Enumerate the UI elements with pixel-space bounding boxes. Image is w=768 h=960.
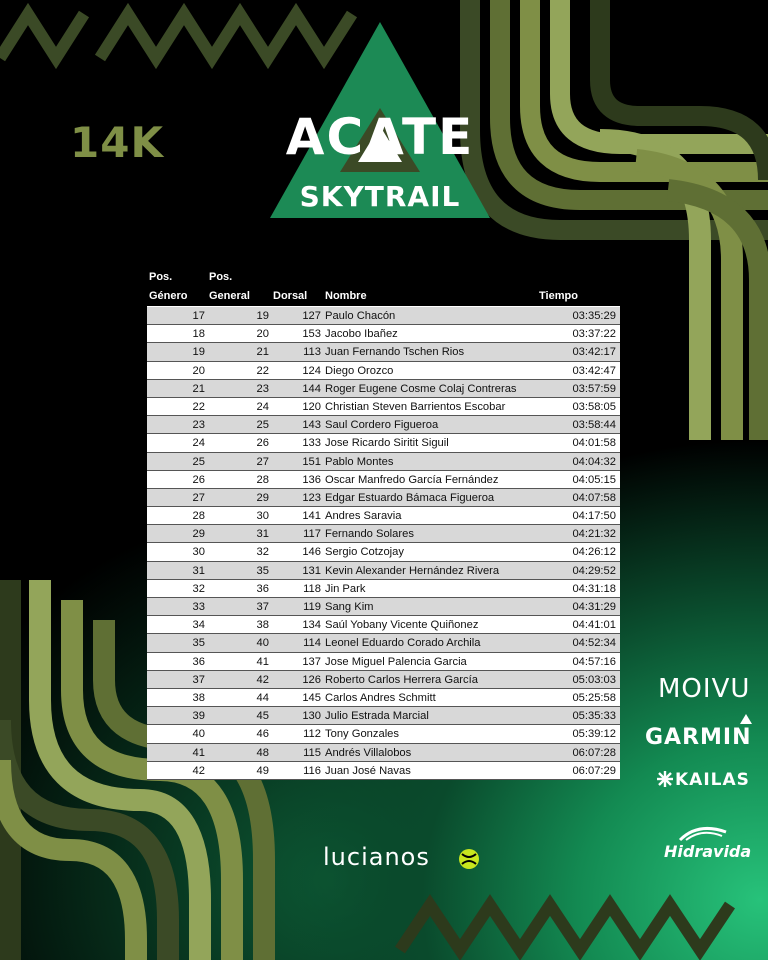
table-row — [147, 634, 620, 652]
table-row — [147, 707, 620, 725]
table-row — [147, 434, 620, 452]
cell-tiempo: 03:58:44 — [572, 419, 616, 432]
cell-tiempo: 04:01:58 — [572, 437, 616, 450]
cell-nombre: Fernando Solares — [325, 528, 414, 541]
table-row — [147, 343, 620, 361]
table-row — [147, 653, 620, 671]
cell-pos-general: 37 — [256, 601, 269, 613]
logo-subtitle: SKYTRAIL — [299, 180, 461, 213]
cell-pos-genero: 20 — [192, 364, 205, 377]
table-row — [147, 416, 620, 434]
cell-nombre: Andrés Villalobos — [325, 746, 412, 759]
cell-tiempo: 04:05:15 — [572, 473, 616, 486]
cell-dorsal: 137 — [302, 655, 321, 668]
cell-nombre: Tony Gonzales — [325, 728, 400, 741]
cell-tiempo: 04:07:58 — [572, 491, 616, 504]
cell-nombre: Pablo Montes — [325, 455, 394, 468]
cell-tiempo: 06:07:28 — [572, 746, 616, 759]
cell-tiempo: 03:42:17 — [572, 346, 616, 359]
sponsor-lucianos: lucianos — [323, 843, 430, 871]
cell-pos-genero: 25 — [192, 455, 205, 468]
cell-nombre: Juan José Navas — [325, 764, 411, 777]
header-tiempo: Tiempo — [539, 290, 578, 302]
cell-nombre: Saul Cordero Figueroa — [325, 419, 439, 432]
header-pos-genero-2: Género — [149, 290, 188, 302]
cell-dorsal: 112 — [303, 728, 321, 741]
cell-tiempo: 05:25:58 — [572, 691, 616, 704]
cell-pos-general: 21 — [256, 346, 269, 359]
cell-pos-genero: 32 — [192, 582, 205, 595]
cell-pos-general: 46 — [256, 728, 269, 741]
cell-pos-general: 29 — [256, 491, 269, 504]
cell-dorsal: 133 — [302, 437, 321, 450]
cell-tiempo: 04:26:12 — [572, 546, 616, 559]
zigzag-bottom-right — [400, 905, 730, 950]
cell-nombre: Edgar Estuardo Bámaca Figueroa — [325, 491, 495, 504]
cell-pos-general: 32 — [256, 546, 269, 559]
cell-nombre: Leonel Eduardo Corado Archila — [325, 637, 481, 650]
cell-pos-genero: 28 — [192, 510, 205, 523]
cell-pos-genero: 23 — [192, 419, 205, 432]
sponsor-garmin: GARMIN — [645, 725, 752, 750]
cell-pos-general: 41 — [256, 655, 269, 668]
cell-pos-genero: 34 — [192, 619, 205, 632]
cell-pos-genero: 17 — [192, 310, 205, 322]
cell-dorsal: 117 — [303, 528, 321, 541]
cell-pos-genero: 38 — [192, 691, 205, 704]
cell-tiempo: 04:41:01 — [572, 619, 616, 632]
sponsor-hidravida: Hidravida — [664, 842, 752, 861]
cell-nombre: Jin Park — [325, 582, 366, 595]
cell-nombre: Jacobo Ibañez — [325, 328, 398, 341]
cell-tiempo: 05:39:12 — [572, 728, 616, 741]
cell-nombre: Sergio Cotzojay — [325, 546, 404, 559]
cell-dorsal: 115 — [303, 746, 321, 759]
stripes-right-mid — [600, 140, 760, 440]
cell-nombre: Paulo Chacón — [325, 310, 396, 322]
cell-tiempo: 03:35:29 — [572, 310, 616, 322]
cell-dorsal: 146 — [302, 546, 321, 559]
table-row — [147, 689, 620, 707]
cell-tiempo: 05:03:03 — [572, 673, 616, 686]
cell-pos-general: 44 — [256, 691, 269, 704]
cell-dorsal: 141 — [302, 510, 321, 523]
cell-dorsal: 136 — [302, 473, 321, 486]
kailas-star-icon — [656, 770, 674, 788]
table-row — [147, 362, 620, 380]
cell-nombre: Juan Fernando Tschen Rios — [325, 346, 465, 359]
cell-dorsal: 119 — [303, 601, 321, 613]
sponsor-moivu: MOIVU — [658, 674, 751, 704]
cell-pos-genero: 31 — [192, 564, 205, 577]
cell-tiempo: 03:37:22 — [572, 328, 616, 341]
cell-dorsal: 116 — [303, 764, 321, 777]
cell-tiempo: 04:57:16 — [572, 655, 616, 668]
cell-dorsal: 120 — [302, 400, 321, 413]
cell-dorsal: 123 — [302, 491, 321, 504]
cell-pos-genero: 33 — [192, 601, 205, 613]
header-pos-general-1: Pos. — [209, 271, 233, 283]
cell-dorsal: 151 — [302, 455, 321, 468]
table-body — [147, 307, 620, 780]
table-row — [147, 525, 620, 543]
cell-pos-genero: 35 — [192, 637, 205, 650]
table-row — [147, 616, 620, 634]
cell-tiempo: 04:04:32 — [572, 455, 616, 468]
cell-dorsal: 134 — [302, 619, 321, 632]
cell-pos-general: 27 — [256, 455, 269, 468]
cell-tiempo: 04:21:32 — [572, 528, 616, 541]
header-pos-general-2: General — [209, 290, 250, 302]
cell-pos-genero: 27 — [192, 491, 205, 504]
cell-pos-genero: 36 — [192, 655, 205, 668]
table-row — [147, 762, 620, 780]
cell-pos-general: 42 — [256, 673, 269, 686]
cell-pos-general: 36 — [256, 582, 269, 595]
header-nombre: Nombre — [325, 290, 367, 302]
cell-pos-general: 26 — [256, 437, 269, 450]
table-row — [147, 453, 620, 471]
cell-pos-general: 45 — [256, 710, 269, 723]
cell-dorsal: 118 — [303, 582, 321, 595]
cell-pos-general: 28 — [256, 473, 269, 486]
cell-dorsal: 114 — [303, 637, 321, 650]
cell-tiempo: 06:07:29 — [572, 764, 616, 777]
cell-nombre: Jose Ricardo Siritit Siguil — [325, 437, 449, 450]
cell-tiempo: 03:42:47 — [572, 364, 616, 377]
cell-pos-genero: 18 — [192, 328, 205, 341]
cell-tiempo: 03:57:59 — [572, 382, 616, 395]
cell-nombre: Roberto Carlos Herrera García — [325, 673, 478, 686]
cell-nombre: Saúl Yobany Vicente Quiñonez — [325, 619, 479, 632]
table-row — [147, 398, 620, 416]
cell-pos-general: 35 — [256, 564, 269, 577]
cell-tiempo: 04:31:18 — [572, 582, 616, 595]
cell-nombre: Diego Orozco — [325, 364, 394, 377]
cell-pos-general: 30 — [256, 510, 269, 523]
cell-nombre: Andres Saravia — [325, 510, 402, 523]
cell-tiempo: 04:29:52 — [572, 564, 616, 577]
cell-pos-genero: 24 — [192, 437, 205, 450]
cell-dorsal: 130 — [302, 710, 321, 723]
table-row — [147, 543, 620, 561]
cell-dorsal: 124 — [302, 364, 321, 377]
table-row — [147, 598, 620, 616]
cell-pos-general: 19 — [256, 310, 269, 322]
cell-nombre: Carlos Andres Schmitt — [325, 691, 436, 704]
zigzag-top-left — [0, 14, 84, 58]
cell-tiempo: 04:31:29 — [572, 601, 616, 613]
cell-tiempo: 04:17:50 — [572, 510, 616, 523]
cell-pos-genero: 22 — [192, 400, 205, 413]
cell-nombre: Christian Steven Barrientos Escobar — [325, 400, 506, 413]
cell-pos-general: 38 — [256, 619, 269, 632]
cell-pos-genero: 29 — [192, 528, 205, 541]
results-table — [147, 262, 620, 780]
cell-dorsal: 143 — [302, 419, 321, 432]
cell-pos-general: 20 — [256, 328, 269, 341]
header-pos-genero-1: Pos. — [149, 271, 173, 283]
table-row — [147, 744, 620, 762]
table-row — [147, 325, 620, 343]
cell-dorsal: 113 — [303, 346, 321, 359]
cell-pos-genero: 37 — [192, 673, 205, 686]
cell-dorsal: 153 — [302, 328, 321, 341]
cell-nombre: Jose Miguel Palencia Garcia — [325, 655, 467, 668]
category-label: 14K — [70, 118, 164, 167]
cell-pos-general: 31 — [256, 528, 269, 541]
hidravida-wave-icon — [678, 822, 728, 842]
cell-pos-general: 40 — [256, 637, 269, 650]
table-row — [147, 562, 620, 580]
logo-title: ACATE — [285, 108, 475, 166]
cell-nombre: Roger Eugene Cosme Colaj Contreras — [325, 382, 517, 395]
cell-pos-general: 22 — [256, 364, 269, 377]
table-row — [147, 671, 620, 689]
cell-pos-genero: 30 — [192, 546, 205, 559]
cell-tiempo: 04:52:34 — [572, 637, 616, 650]
cell-pos-general: 49 — [256, 764, 269, 777]
cell-pos-genero: 40 — [192, 728, 205, 741]
table-row — [147, 725, 620, 743]
lucianos-ball-icon — [458, 848, 480, 870]
cell-pos-genero: 19 — [192, 346, 205, 359]
cell-dorsal: 131 — [302, 564, 321, 577]
table-header — [147, 262, 620, 306]
table-row — [147, 580, 620, 598]
cell-pos-general: 24 — [256, 400, 269, 413]
cell-pos-genero: 21 — [192, 382, 205, 395]
cell-nombre: Kevin Alexander Hernández Rivera — [325, 564, 500, 577]
garmin-triangle-icon — [740, 714, 752, 724]
cell-pos-general: 48 — [256, 746, 269, 759]
table-row — [147, 380, 620, 398]
cell-tiempo: 03:58:05 — [572, 400, 616, 413]
table-row — [147, 471, 620, 489]
cell-nombre: Oscar Manfredo García Fernández — [325, 473, 499, 486]
cell-pos-genero: 41 — [192, 746, 205, 759]
acate-skytrail-logo — [270, 22, 490, 222]
cell-pos-genero: 26 — [192, 473, 205, 486]
table-row — [147, 489, 620, 507]
cell-pos-general: 23 — [256, 382, 269, 395]
cell-nombre: Julio Estrada Marcial — [325, 710, 429, 723]
cell-dorsal: 145 — [302, 691, 321, 704]
cell-dorsal: 126 — [302, 673, 321, 686]
cell-tiempo: 05:35:33 — [572, 710, 616, 723]
cell-pos-general: 25 — [256, 419, 269, 432]
table-row — [147, 307, 620, 325]
sponsor-kailas: KAILAS — [675, 770, 750, 790]
cell-dorsal: 127 — [302, 310, 321, 322]
header-dorsal: Dorsal — [273, 290, 308, 302]
table-row — [147, 507, 620, 525]
cell-nombre: Sang Kim — [325, 601, 374, 613]
cell-pos-genero: 42 — [192, 764, 205, 777]
cell-pos-genero: 39 — [192, 710, 205, 723]
cell-dorsal: 144 — [302, 382, 321, 395]
